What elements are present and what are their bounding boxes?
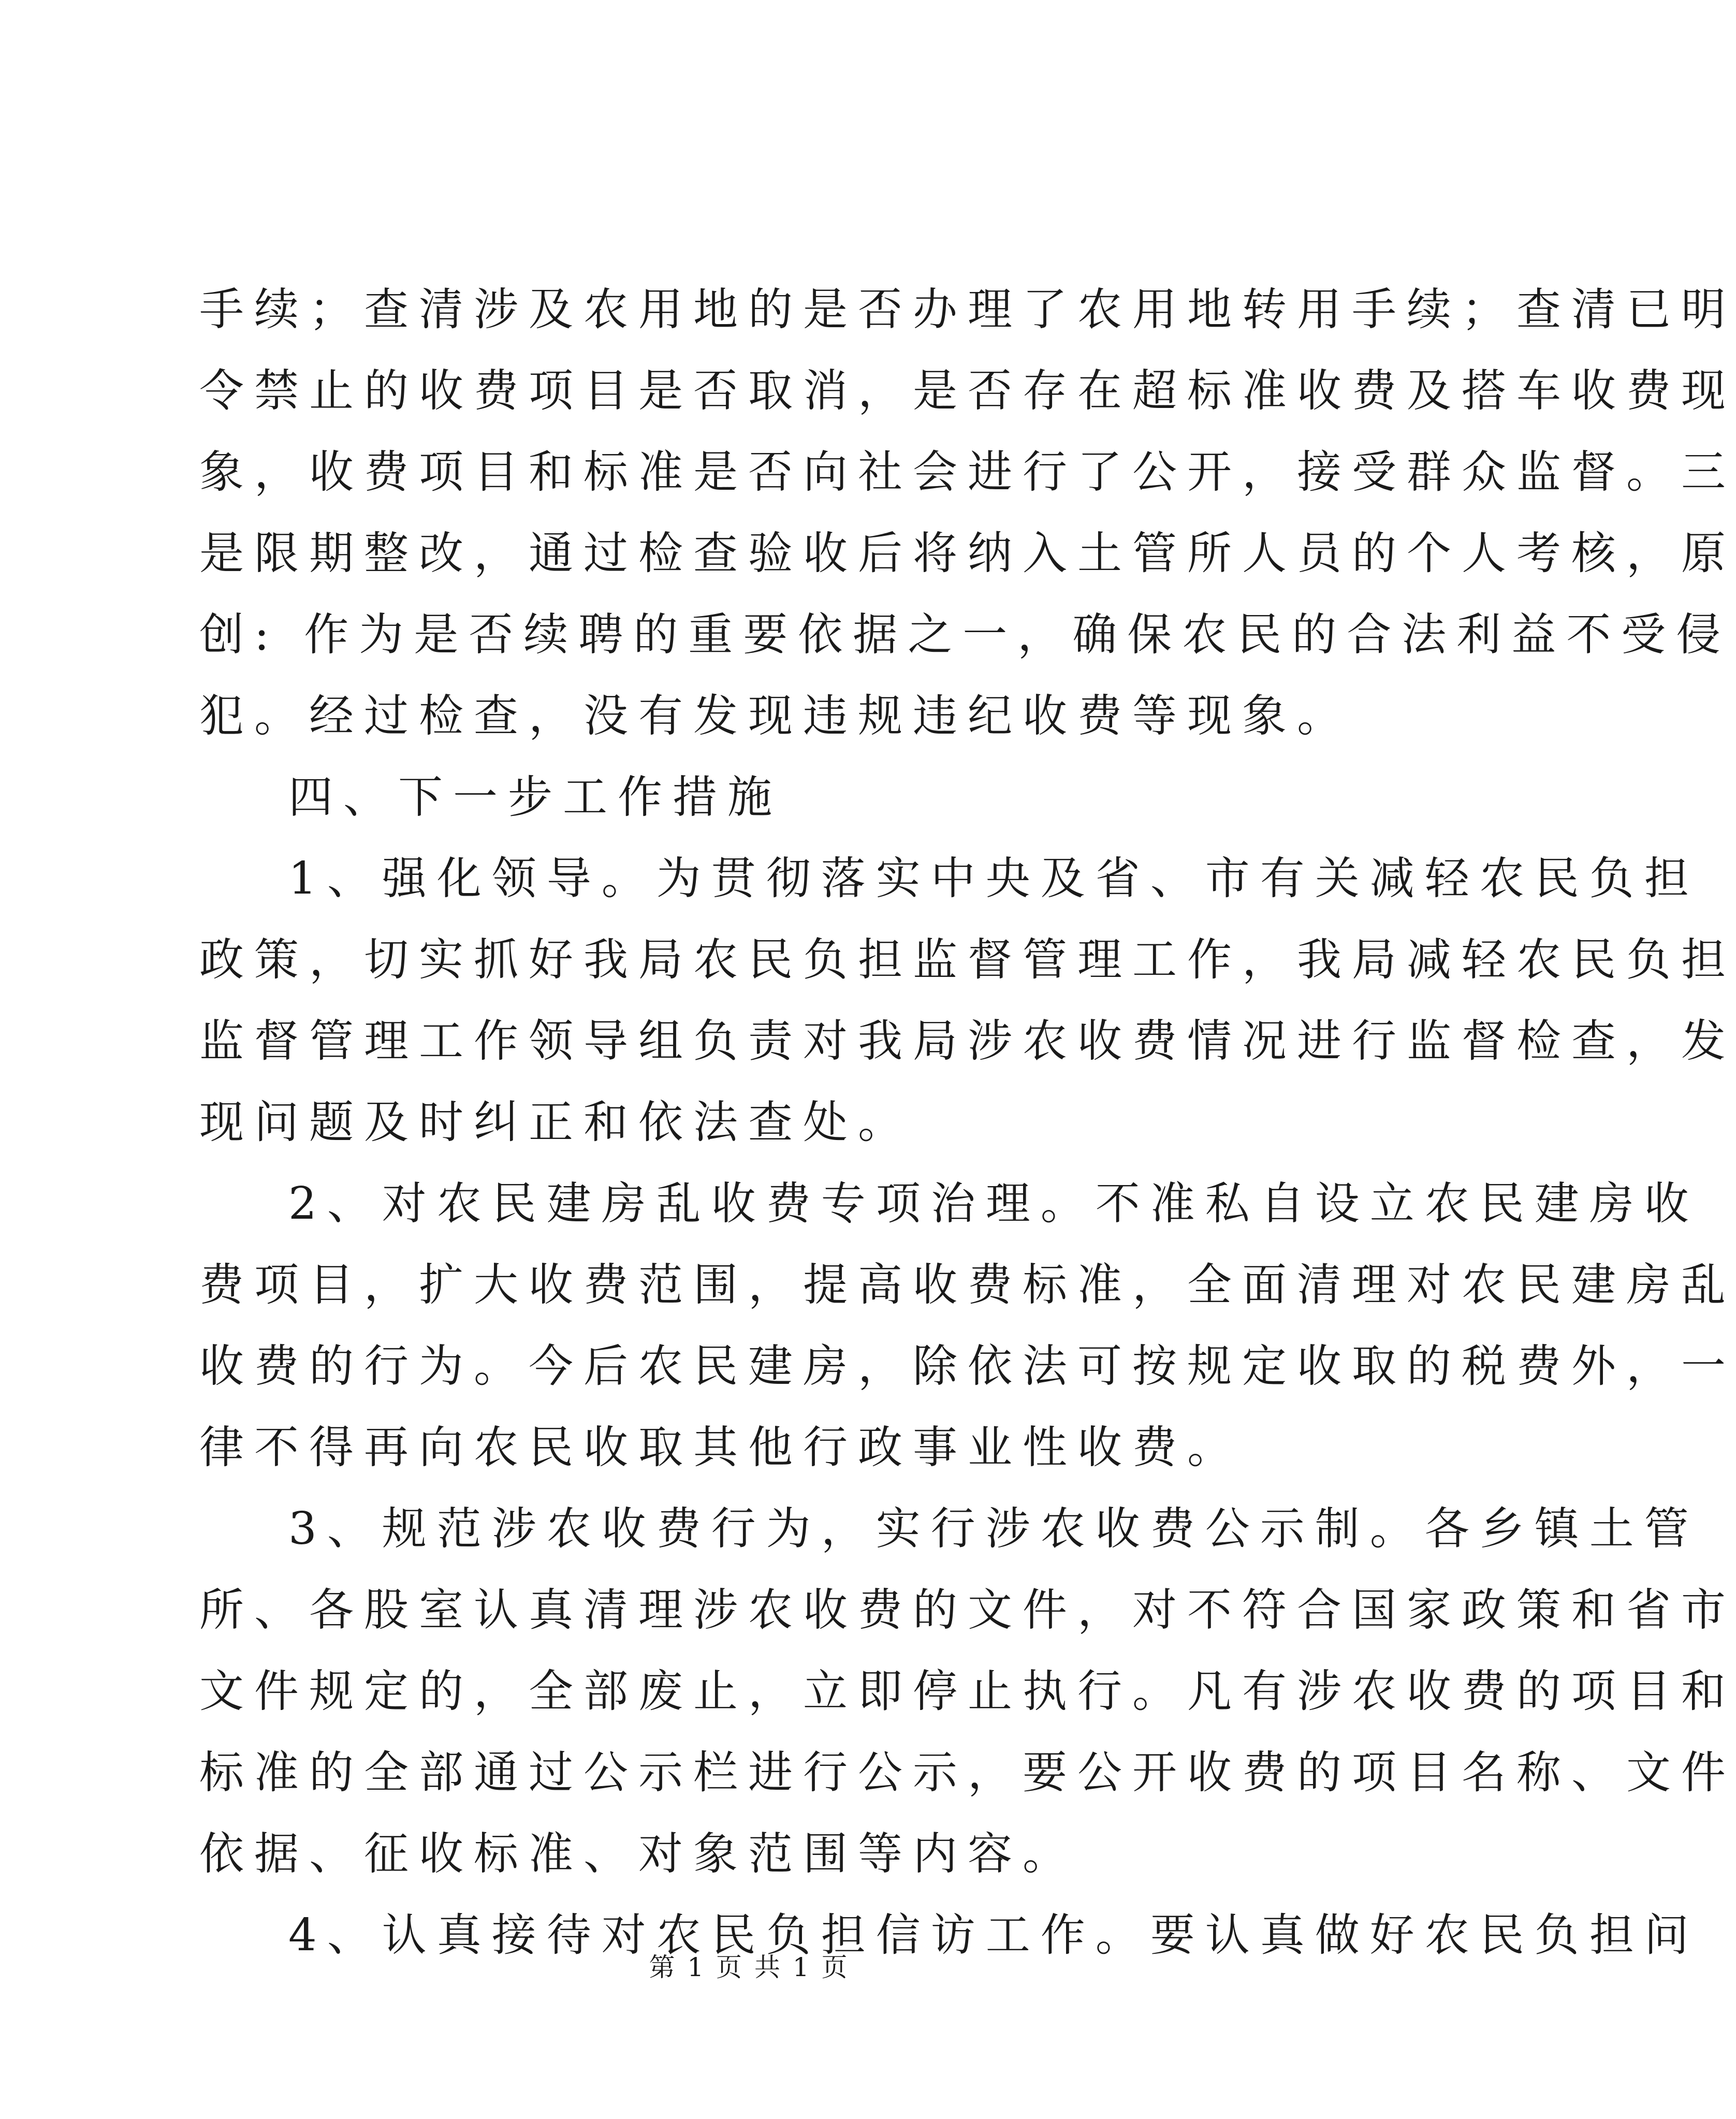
text-line: 费项目，扩大收费范围，提高收费标准，全面清理对农民建房乱 <box>199 1259 1736 1311</box>
text-line: 文件规定的，全部废止，立即停止执行。凡有涉农收费的项目和 <box>199 1665 1736 1717</box>
text-line: 犯。经过检查，没有发现违规违纪收费等现象。 <box>199 690 1352 742</box>
text-line: 创: 作为是否续聘的重要依据之一，确保农民的合法利益不受侵 <box>199 609 1731 661</box>
text-line: 所、各股室认真清理涉农收费的文件，对不符合国家政策和省市 <box>199 1584 1736 1636</box>
text-line: 收费的行为。今后农民建房，除依法可按规定收取的税费外，一 <box>199 1340 1736 1392</box>
page-number-footer: 第 1 页 共 1 页 <box>649 1952 850 1982</box>
text-line: 现问题及时纠正和依法查处。 <box>199 1097 913 1148</box>
text-line: 2、对农民建房乱收费专项治理。不准私自设立农民建房收 <box>288 1178 1699 1230</box>
text-line: 手续；查清涉及农用地的是否办理了农用地转用手续；查清已明 <box>199 284 1736 335</box>
text-line: 象，收费项目和标准是否向社会进行了公开，接受群众监督。三 <box>199 446 1736 498</box>
text-line: 令禁止的收费项目是否取消，是否存在超标准收费及搭车收费现 <box>199 365 1736 417</box>
text-line: 4、认真接待对农民负担信访工作。要认真做好农民负担问 <box>288 1909 1699 1961</box>
text-line: 标准的全部通过公示栏进行公示，要公开收费的项目名称、文件 <box>199 1747 1736 1799</box>
text-line: 律不得再向农民收取其他行政事业性收费。 <box>199 1422 1242 1473</box>
text-line: 政策，切实抓好我局农民负担监督管理工作，我局减轻农民负担 <box>199 934 1736 986</box>
text-line: 3、规范涉农收费行为，实行涉农收费公示制。各乡镇土管 <box>288 1503 1699 1555</box>
text-line: 是限期整改，通过检查验收后将纳入土管所人员的个人考核，原 <box>199 528 1736 579</box>
document-body <box>199 269 1736 1976</box>
text-line: 1、强化领导。为贯彻落实中央及省、市有关减轻农民负担 <box>288 853 1699 904</box>
text-line: 四、下一步工作措施 <box>288 771 782 823</box>
text-line: 依据、征收标准、对象范围等内容。 <box>199 1828 1077 1880</box>
text-line: 监督管理工作领导组负责对我局涉农收费情况进行监督检查，发 <box>199 1015 1736 1067</box>
